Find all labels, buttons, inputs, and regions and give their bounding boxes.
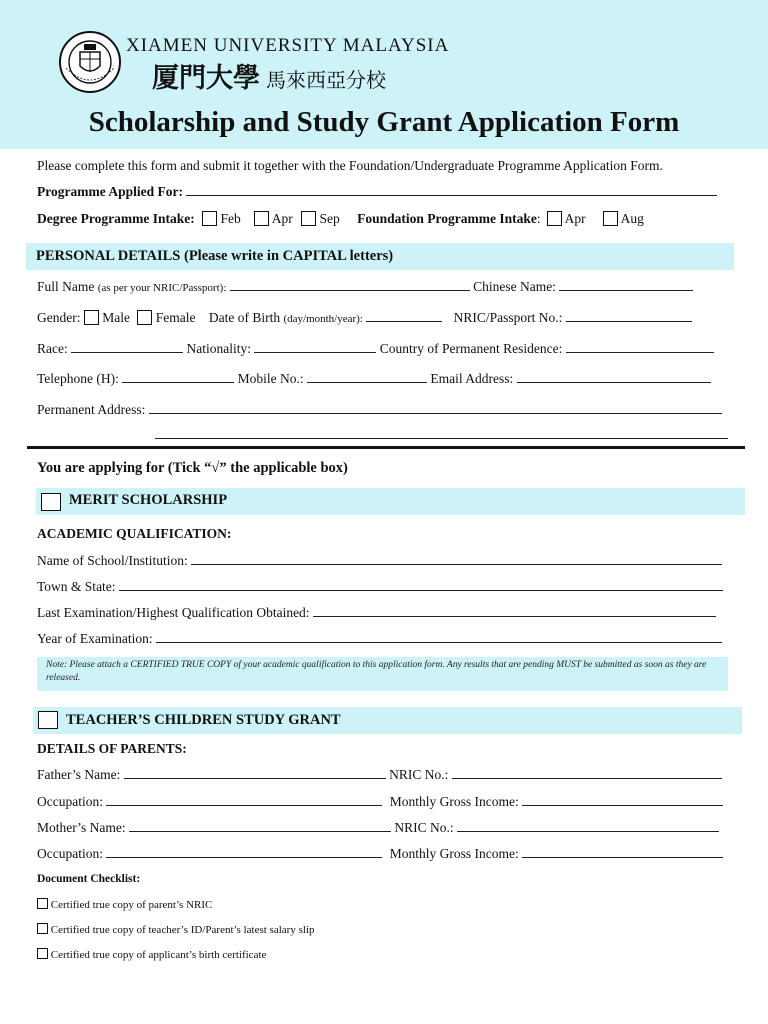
gender-label: Gender: xyxy=(37,310,81,325)
nationality-label: Nationality: xyxy=(186,341,251,356)
address-field-line-2[interactable] xyxy=(155,438,728,439)
nric-passport-label: NRIC/Passport No.: xyxy=(453,310,563,325)
father-nric-field[interactable] xyxy=(452,767,722,779)
gender-row xyxy=(37,310,692,326)
telephone-field[interactable] xyxy=(122,371,234,383)
dob-hint: (day/month/year): xyxy=(283,313,363,325)
race-label: Race: xyxy=(37,341,68,356)
checklist-item xyxy=(37,948,266,961)
applying-for-prompt: You are applying for (Tick “√” the applicable box) xyxy=(37,460,348,476)
race-field[interactable] xyxy=(71,341,183,353)
father-row xyxy=(37,767,722,783)
father-name-label: Father’s Name: xyxy=(37,767,121,782)
mother-income-label: Monthly Gross Income: xyxy=(389,846,519,861)
father-occupation-field[interactable] xyxy=(106,794,382,806)
mother-occupation-label: Occupation: xyxy=(37,846,103,861)
address-label: Permanent Address: xyxy=(37,402,146,417)
document-checklist-heading: Document Checklist: xyxy=(37,873,141,885)
header-band xyxy=(0,0,768,149)
school-label: Name of School/Institution: xyxy=(37,553,188,568)
town-field[interactable] xyxy=(119,579,723,591)
full-name-field[interactable] xyxy=(230,279,470,291)
mobile-field[interactable] xyxy=(307,371,427,383)
chinese-name-field[interactable] xyxy=(559,279,693,291)
gender-female-checkbox[interactable] xyxy=(137,310,152,325)
dob-label: Date of Birth xyxy=(208,310,281,325)
gender-male-label: Male xyxy=(102,310,130,325)
form-title: Scholarship and Study Grant Application Form xyxy=(88,106,680,138)
academic-qualification-heading: ACADEMIC QUALIFICATION: xyxy=(37,526,232,541)
town-label: Town & State: xyxy=(37,579,116,594)
checklist-checkbox[interactable] xyxy=(37,923,48,934)
address-row xyxy=(37,402,722,418)
father-income-label: Monthly Gross Income: xyxy=(389,794,519,809)
gender-male-checkbox[interactable] xyxy=(84,310,99,325)
foundation-intake-aug-checkbox[interactable] xyxy=(603,211,618,226)
university-name-zh-branch: 馬來西亞分校 xyxy=(266,68,386,92)
gender-female-label: Female xyxy=(155,310,196,325)
nric-passport-field[interactable] xyxy=(566,310,692,322)
email-label: Email Address: xyxy=(430,371,514,386)
degree-intake-sep-label: Sep xyxy=(319,211,340,226)
chinese-name-label: Chinese Name: xyxy=(473,279,556,294)
father-occupation-row xyxy=(37,794,723,810)
checklist-item-label: Certified true copy of parent’s NRIC xyxy=(50,899,213,911)
certified-copy-note: Note: Please attach a CERTIFIED TRUE COPY of your academic qualification to this application form. Any results that are pending MUST be submitted as soon as they are released. xyxy=(37,657,728,691)
residence-field[interactable] xyxy=(566,341,714,353)
university-name-en: XIAMEN UNIVERSITY MALAYSIA xyxy=(126,35,450,56)
university-name-zh-main: 厦門大學 xyxy=(152,63,260,94)
mother-name-label: Mother’s Name: xyxy=(37,820,126,835)
mobile-label: Mobile No.: xyxy=(237,371,304,386)
foundation-intake-apr-checkbox[interactable] xyxy=(547,211,562,226)
mother-occupation-field[interactable] xyxy=(106,846,382,858)
degree-intake-sep-checkbox[interactable] xyxy=(301,211,316,226)
checklist-item xyxy=(37,923,314,936)
foundation-intake-apr-label: Apr xyxy=(564,211,586,226)
intake-row xyxy=(37,211,644,227)
last-exam-field[interactable] xyxy=(313,605,716,617)
teacher-grant-heading: TEACHER’S CHILDREN STUDY GRANT xyxy=(66,712,341,728)
programme-applied-row xyxy=(37,184,717,200)
checklist-item-label: Certified true copy of teacher’s ID/Parent’s latest salary slip xyxy=(50,924,315,936)
exam-year-row xyxy=(37,631,722,647)
parents-details-heading: DETAILS OF PARENTS: xyxy=(37,741,187,756)
university-name-zh xyxy=(152,56,386,95)
checklist-checkbox[interactable] xyxy=(37,898,48,909)
checklist-item-label: Certified true copy of applicant’s birth certificate xyxy=(50,949,267,961)
school-field[interactable] xyxy=(191,553,722,565)
merit-scholarship-heading: MERIT SCHOLARSHIP xyxy=(69,492,228,508)
last-exam-label: Last Examination/Highest Qualification Obtained: xyxy=(37,605,310,620)
telephone-label: Telephone (H): xyxy=(37,371,119,386)
residence-label: Country of Permanent Residence: xyxy=(379,341,563,356)
personal-details-heading: PERSONAL DETAILS (Please write in CAPITAL letters) xyxy=(36,248,394,264)
full-name-row xyxy=(37,279,693,295)
foundation-intake-aug-label: Aug xyxy=(620,211,644,226)
school-row xyxy=(37,553,722,569)
mother-row xyxy=(37,820,719,836)
merit-scholarship-checkbox[interactable] xyxy=(41,493,61,511)
mother-income-field[interactable] xyxy=(522,846,723,858)
foundation-intake-label: Foundation Programme Intake xyxy=(357,211,537,226)
checklist-item xyxy=(37,898,212,911)
degree-intake-apr-label: Apr xyxy=(271,211,293,226)
university-seal-logo xyxy=(58,30,122,94)
instruction-text: Please complete this form and submit it together with the Foundation/Undergraduate Programme Application Form. xyxy=(37,158,663,173)
address-field-line-1[interactable] xyxy=(149,402,722,414)
foundation-intake-colon: : xyxy=(536,211,541,226)
mother-nric-label: NRIC No.: xyxy=(394,820,454,835)
mother-occupation-row xyxy=(37,846,723,862)
father-occupation-label: Occupation: xyxy=(37,794,103,809)
father-income-field[interactable] xyxy=(522,794,723,806)
father-nric-label: NRIC No.: xyxy=(389,767,449,782)
degree-intake-feb-label: Feb xyxy=(220,211,241,226)
father-name-field[interactable] xyxy=(124,767,386,779)
full-name-label: Full Name xyxy=(37,279,95,294)
degree-intake-label: Degree Programme Intake: xyxy=(37,211,195,226)
dob-field[interactable] xyxy=(366,310,442,322)
programme-applied-label: Programme Applied For: xyxy=(37,184,183,199)
mother-nric-field[interactable] xyxy=(457,820,719,832)
email-field[interactable] xyxy=(517,371,711,383)
exam-year-field[interactable] xyxy=(156,631,722,643)
programme-applied-field[interactable] xyxy=(186,184,717,196)
section-divider xyxy=(27,446,745,449)
race-row xyxy=(37,341,714,357)
town-row xyxy=(37,579,723,595)
telephone-row xyxy=(37,371,711,387)
teacher-grant-checkbox[interactable] xyxy=(38,711,58,729)
full-name-hint: (as per your NRIC/Passport): xyxy=(97,282,227,294)
last-exam-row xyxy=(37,605,716,621)
nationality-field[interactable] xyxy=(254,341,376,353)
mother-name-field[interactable] xyxy=(129,820,391,832)
degree-intake-apr-checkbox[interactable] xyxy=(254,211,269,226)
checklist-checkbox[interactable] xyxy=(37,948,48,959)
degree-intake-feb-checkbox[interactable] xyxy=(202,211,217,226)
exam-year-label: Year of Examination: xyxy=(37,631,153,646)
